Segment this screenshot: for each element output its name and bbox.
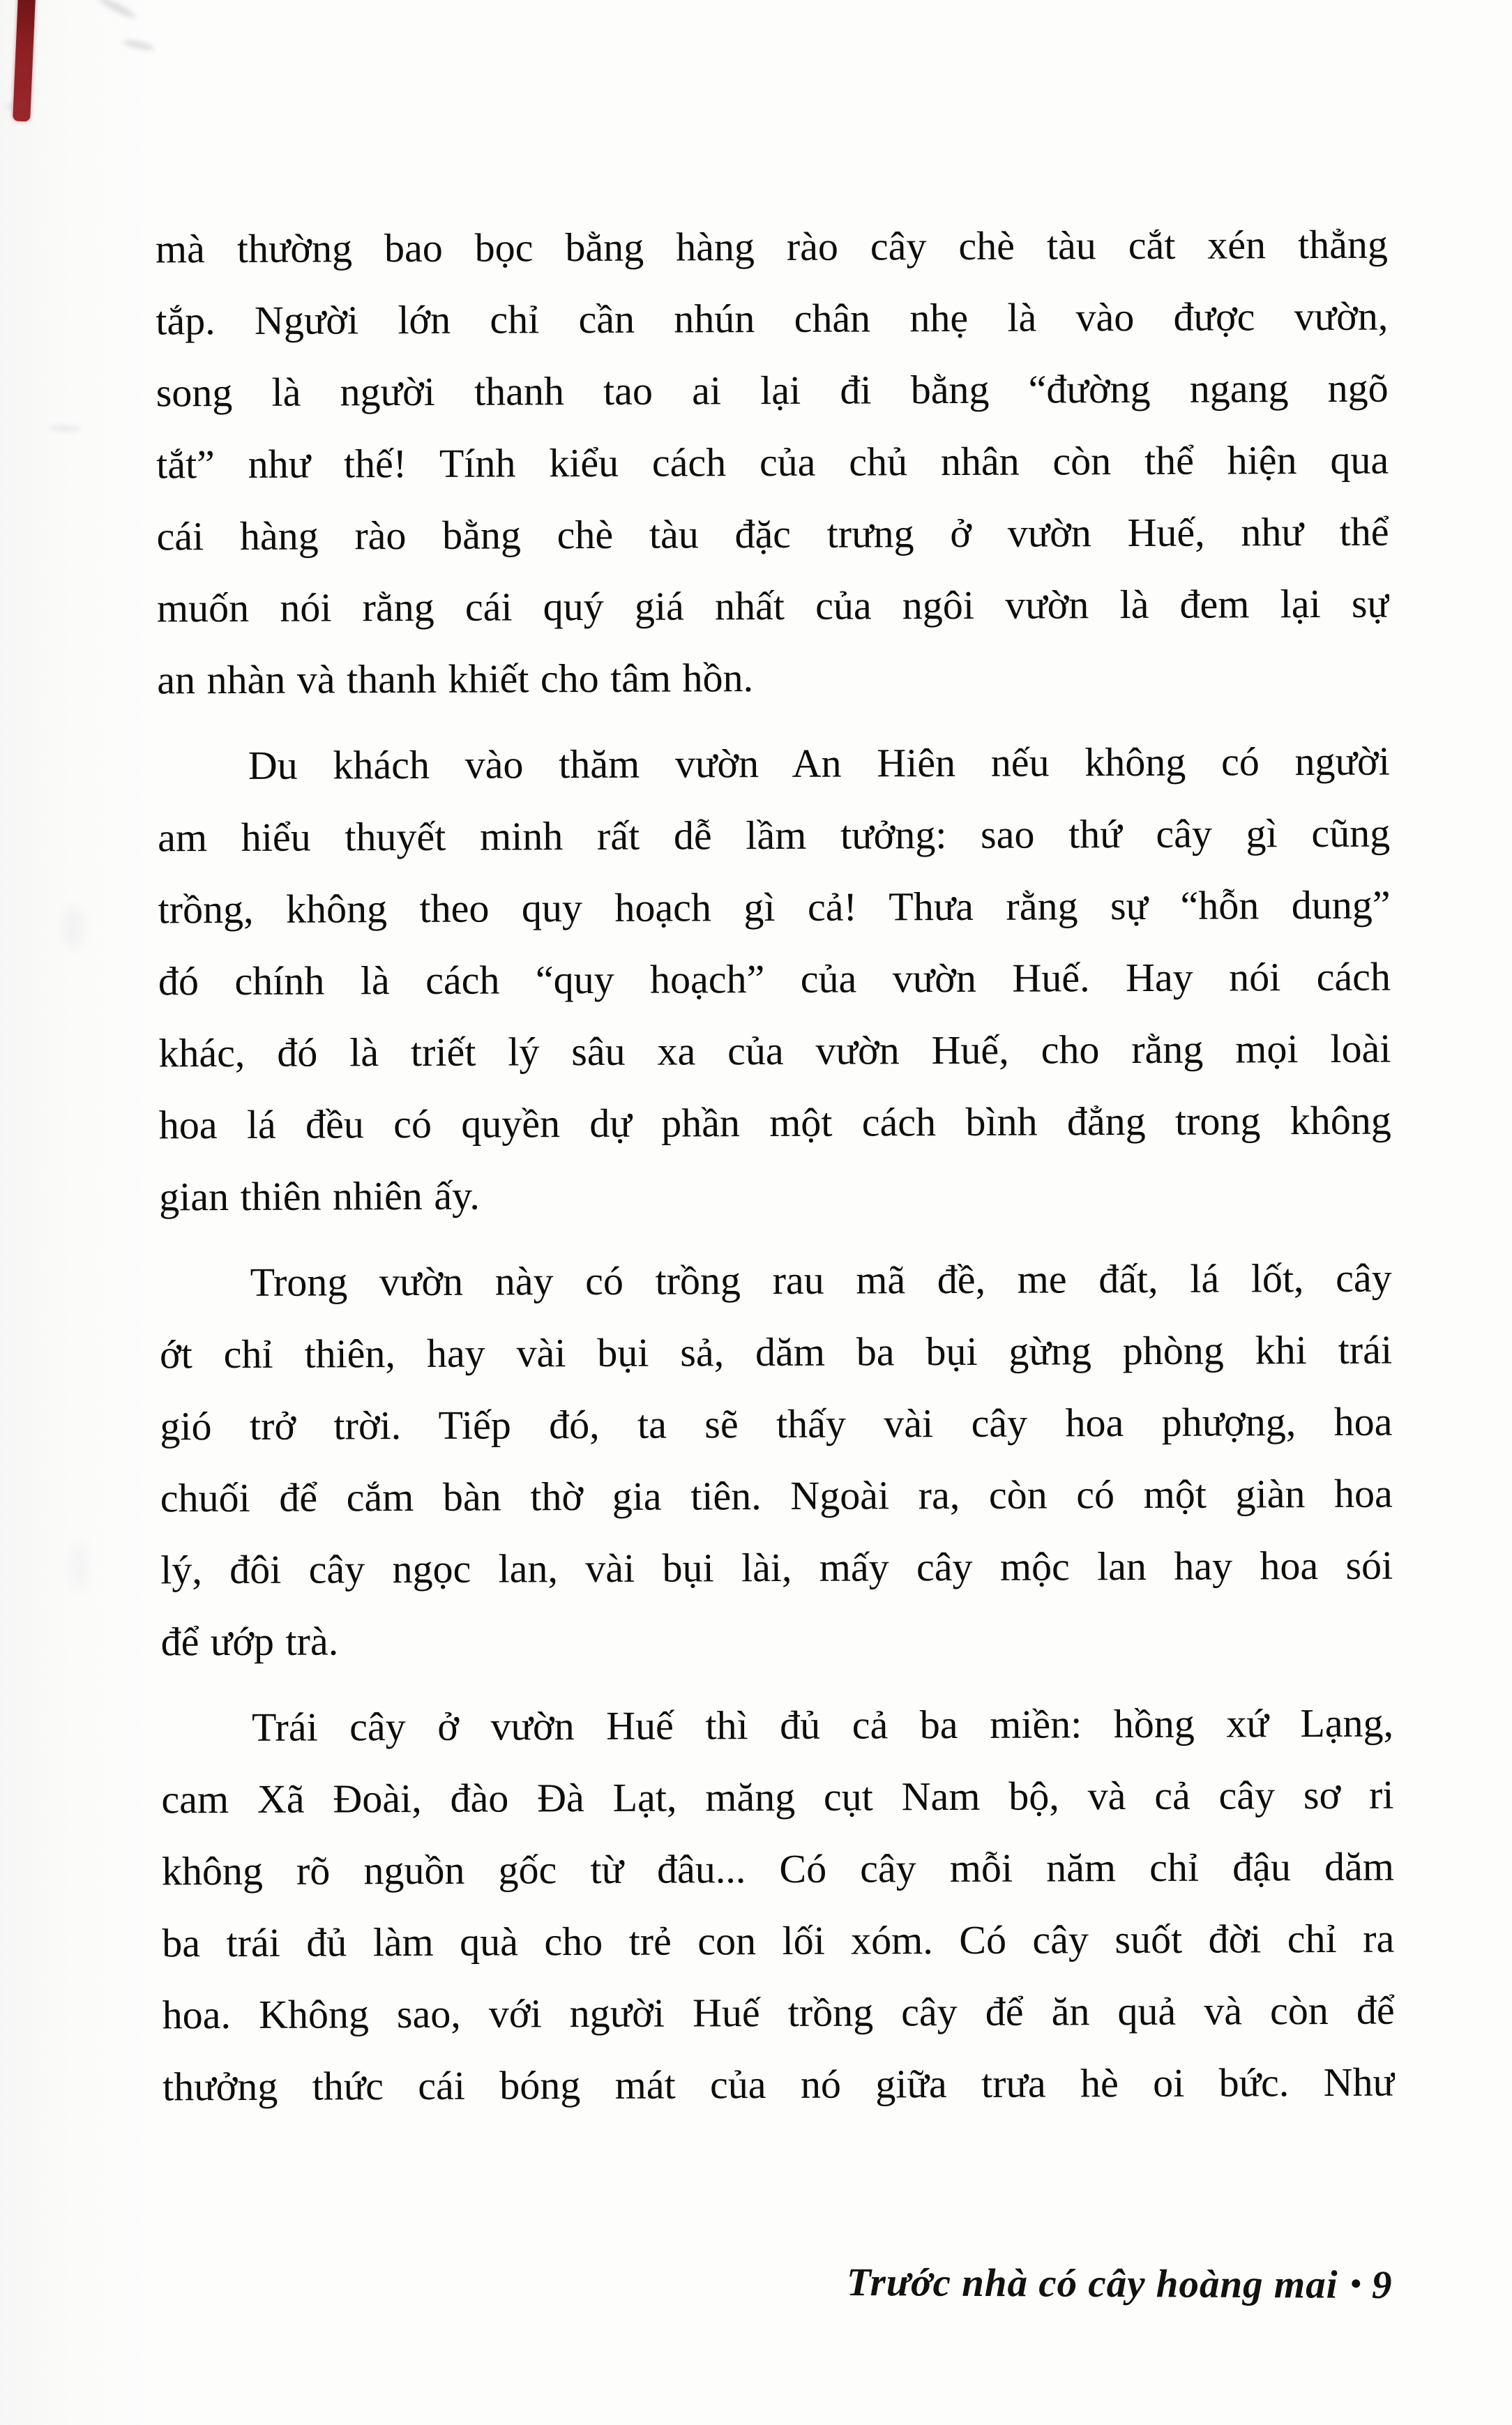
- text-line: thưởng thức cái bóng mát của nó giữa trưa hè oi bức. Như: [162, 2059, 1396, 2110]
- page-number: 9: [1371, 2262, 1393, 2308]
- text-line: cam Xã Đoài, đào Đà Lạt, măng cụt Nam bộ, và cả cây sơ ri: [161, 1771, 1394, 1822]
- text-line-paragraph-end: để ướp trà.: [160, 1618, 339, 1665]
- text-line-paragraph-start: Trong vườn này có trồng rau mã đề, me đất, lá lốt, cây: [250, 1255, 1392, 1305]
- text-line: chuối để cắm bàn thờ gia tiên. Ngoài ra, còn có một giàn hoa: [160, 1470, 1393, 1521]
- text-line: am hiểu thuyết minh rất dễ lầm tưởng: sao thứ cây gì cũng: [158, 810, 1391, 861]
- text-line-paragraph-end: gian thiên nhiên ấy.: [159, 1172, 480, 1220]
- text-line: hoa lá đều có quyền dự phần một cách bình đẳng trong không: [158, 1097, 1391, 1148]
- text-line: muốn nói rằng cái quý giá nhất của ngôi vườn là đem lại sự: [156, 580, 1390, 631]
- text-line: không rõ nguồn gốc từ đâu... Có cây mỗi năm chỉ đậu dăm: [161, 1843, 1394, 1894]
- text-line-paragraph-start: Trái cây ở vườn Huế thì đủ cả ba miền: hồng xứ Lạng,: [251, 1700, 1394, 1750]
- scan-smudge: [70, 1541, 88, 1590]
- text-line-paragraph-end: an nhàn và thanh khiết cho tâm hồn.: [157, 655, 754, 703]
- text-line: lý, đôi cây ngọc lan, vài bụi lài, mấy cây mộc lan hay hoa sói: [160, 1542, 1393, 1593]
- text-line: ớt chỉ thiên, hay vài bụi sả, dăm ba bụi gừng phòng khi trái: [159, 1327, 1393, 1377]
- scan-smudge: [63, 907, 84, 949]
- text-line: ba trái đủ làm quà cho trẻ con lối xóm. Có cây suốt đời chỉ ra: [162, 1915, 1395, 1966]
- text-line: tắt” như thế! Tính kiểu cách của chủ nhân còn thể hiện qua: [156, 437, 1389, 488]
- text-line: đó chính là cách “quy hoạch” của vườn Huế. Hay nói cách: [158, 953, 1391, 1004]
- text-line: cái hàng rào bằng chè tàu đặc trưng ở vườn Huế, như thể: [156, 508, 1389, 559]
- text-line: tắp. Người lớn chỉ cần nhún chân nhẹ là vào được vườn,: [156, 293, 1389, 344]
- text-line: mà thường bao bọc bằng hàng rào cây chè tàu cắt xén thẳng: [155, 221, 1389, 272]
- text-line: trồng, không theo quy hoạch gì cả! Thưa rằng sự “hỗn dung”: [158, 882, 1391, 932]
- text-line: gió trở trời. Tiếp đó, ta sẽ thấy vài cây hoa phượng, hoa: [160, 1398, 1393, 1449]
- page-footer: [846, 2260, 1392, 2308]
- footer-separator-dot: •: [1350, 2266, 1362, 2301]
- scan-smudge: [49, 424, 82, 432]
- scan-smudge: [97, 0, 137, 20]
- body-text: [156, 209, 1396, 2123]
- text-line: song là người thanh tao ai lại đi bằng “đường ngang ngõ: [156, 365, 1389, 416]
- text-line: khác, đó là triết lý sâu xa của vườn Huế, cho rằng mọi loài: [158, 1025, 1391, 1076]
- text-line: hoa. Không sao, với người Huế trồng cây để ăn quả và còn để: [162, 1987, 1395, 2038]
- scan-smudge: [123, 38, 156, 51]
- text-line-paragraph-start: Du khách vào thăm vườn An Hiên nếu không có người: [248, 738, 1390, 788]
- running-title: Trước nhà có cây hoàng mai: [846, 2260, 1338, 2307]
